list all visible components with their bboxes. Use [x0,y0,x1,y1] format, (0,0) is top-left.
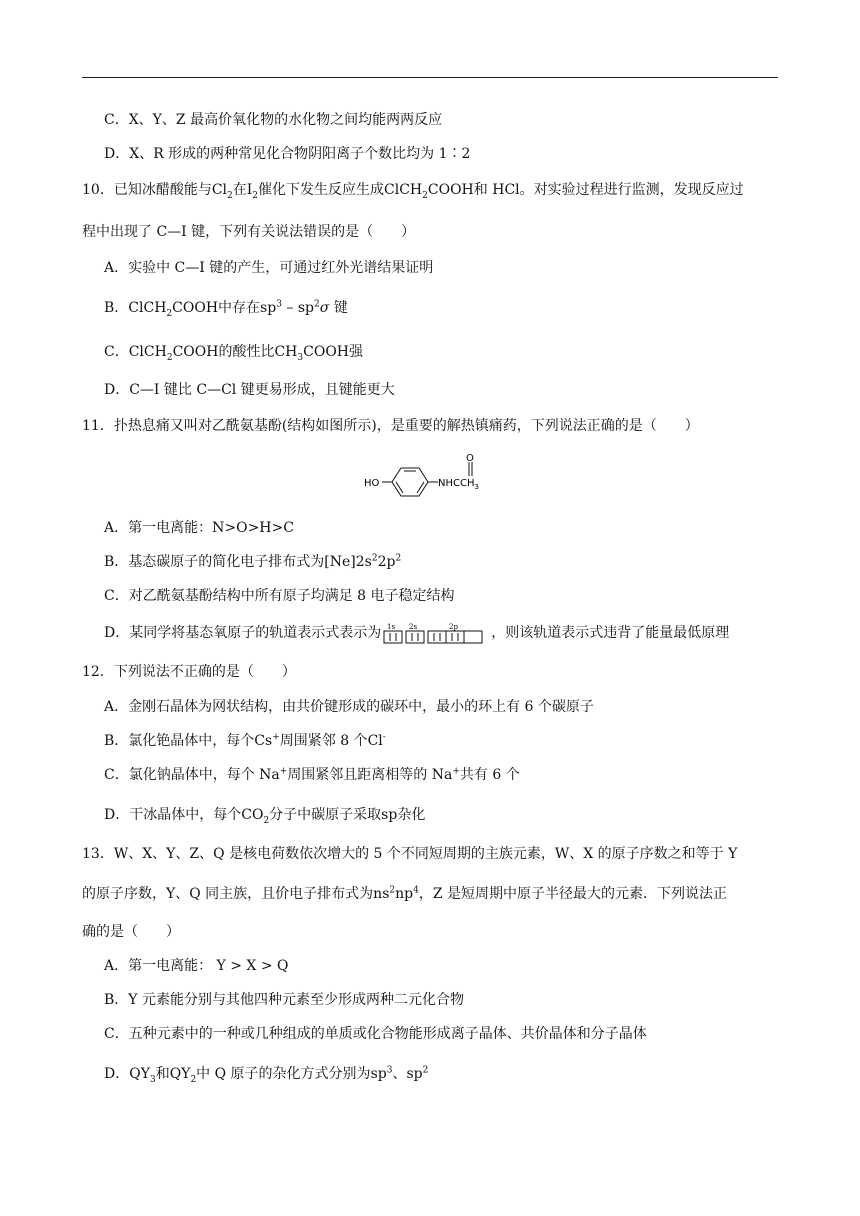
o-label: O [466,453,474,464]
q10-stem-line1: 10．已知冰醋酸能与$Cl_2$在$I_2$催化下发生反应生成ClCH$_2$COOH和 HCl。对实验过程进行监测，发现反应过 [82,182,744,201]
orb-2s-label: 2s [409,623,418,631]
q12-option-d: D．干冰晶体中，每个$CO_2$分子中碳原子采取sp杂化 [104,807,426,826]
q9-option-d: D．X、R 形成的两种常见化合物阴阳离子个数比均为 1∶2 [104,146,471,162]
header-rule [82,77,778,78]
q13-option-c: C．五种元素中的一种或几种组成的单质或化合物能形成离子晶体、共价晶体和分子晶体 [104,1026,647,1042]
ho-label: HO [364,478,380,489]
orbital-diagram [383,622,489,644]
q12-option-c: C．氯化钠晶体中，每个 Na+周围紧邻且距离相等的 Na+共有 6 个 [104,766,520,783]
q11-option-b: B．基态碳原子的简化电子排布式为$[Ne]2s^22p^2$ [104,553,402,570]
orb-1s-label: 1s [387,623,396,631]
q10-option-c: C．ClCH$_2$COOH的酸性比$CH_3COOH$强 [104,344,364,363]
q13-option-d: D．$QY_3$和$QY_2$中 Q 原子的杂化方式分别为$sp^3$、$sp^2$ [104,1065,429,1085]
q13-stem-line3: 确的是（ ） [82,924,180,940]
orb-2p-label: 2p [449,623,459,631]
q11-stem: 11．扑热息痛又叫对乙酰氨基酚(结构如图所示)，是重要的解热镇痛药，下列说法正确的是（ ） [82,418,699,434]
q10-option-d: D．C—I 键比 C—Cl 键更易形成，且键能更大 [104,382,395,398]
q12-option-a: A．金刚石晶体为网状结构，由共价键形成的碳环中，最小的环上有 6 个碳原子 [104,699,594,715]
q13-option-b: B．Y 元素能分别与其他四种元素至少形成两种二元化合物 [104,992,464,1008]
nh-label: $NHCCH_3$ [438,478,479,491]
orbital-drawing [383,622,489,644]
orb-box-2p-2 [446,631,464,643]
q12-option-b: B．氯化铯晶体中，每个Cs+周围紧邻 8 个Cl- [104,732,386,749]
benzene-ring [392,468,428,496]
orb-box-2p-3 [464,631,482,643]
q10-stem-line2: 程中出现了 C—I 键，下列有关说法错误的是（ ） [82,224,416,240]
structure-drawing [362,452,502,498]
ring-double-bond-2 [396,482,403,493]
orb-box-2s [406,631,424,643]
q11-option-a: A．第一电离能：N>O>H>C [104,520,294,536]
q10-option-a: A．实验中 C—I 键的产生，可通过红外光谱结果证明 [104,260,434,276]
q13-stem-line2: 的原子序数，Y、Q 同主族，且价电子排布式为$ns^2np^4$，Z 是短周期中原子半径最大的元素．下列说法正 [82,885,728,902]
q11-option-d: D．某同学将基态氧原子的轨道表示式表示为 1s 2s 2p ，则该轨道表示式违背了能量最低原理 [104,622,729,644]
q10-option-b: B．ClCH$_2$COOH中存在$sp^3 - sp^2\sigma$ 键 [104,299,348,319]
q11-option-c: C．对乙酰氨基酚结构中所有原子均满足 8 电子稳定结构 [104,588,455,604]
orb-box-1s [384,631,402,643]
q9-option-c: C．X、Y、Z 最高价氧化物的水化物之间均能两两反应 [104,112,443,128]
orb-box-2p-1 [428,631,446,643]
ring-double-bond-3 [417,482,424,493]
q12-stem: 12．下列说法不正确的是（ ） [82,664,296,680]
q13-option-a: A．第一电离能： Y > X > Q [104,958,289,974]
acetaminophen-structure [362,452,502,498]
q13-stem-line1: 13．W、X、Y、Z、Q 是核电荷数依次增大的 5 个不同短周期的主族元素，W、X 的原子序数之和等于 Y [82,846,738,862]
